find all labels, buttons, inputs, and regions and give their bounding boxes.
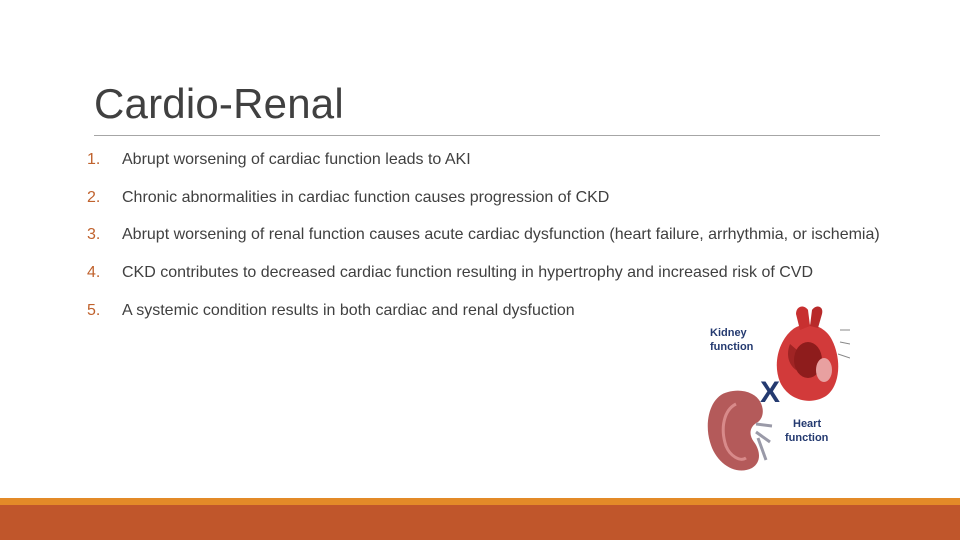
kidney-label-sub: function [710,341,754,353]
heart-label-sub: function [785,432,829,444]
list-item [87,188,887,207]
title-divider [94,135,880,136]
list-number: 3. [87,226,101,243]
footer-bar [0,505,960,540]
list-text: A systemic condition results in both cardiac and renal dysfuction [122,302,575,319]
kidney-label: Kidney [710,327,747,339]
list-number: 4. [87,264,101,281]
list-number: 2. [87,189,101,206]
list-item [87,150,887,169]
cross-icon: X [760,376,781,409]
list-item [87,263,887,282]
heart-label: Heart [793,418,822,430]
kidney-heart-illustration [700,300,850,480]
list-text: Abrupt worsening of cardiac function leads to AKI [122,151,471,168]
list-text: CKD contributes to decreased cardiac function resulting in hypertrophy and increased risk of CVD [122,264,814,281]
list-number: 5. [87,302,101,319]
list-text: Abrupt worsening of renal function causes acute cardiac dysfunction (heart failure, arrhythmia, or ischemia) [122,226,880,243]
list-number: 1. [87,151,101,168]
numbered-list [87,150,887,320]
list-text: Chronic abnormalities in cardiac function causes progression of CKD [122,189,610,206]
slide-title: Cardio-Renal [94,80,344,127]
list-item [87,225,887,244]
heart-icon [777,307,850,401]
footer-accent-bar [0,498,960,505]
